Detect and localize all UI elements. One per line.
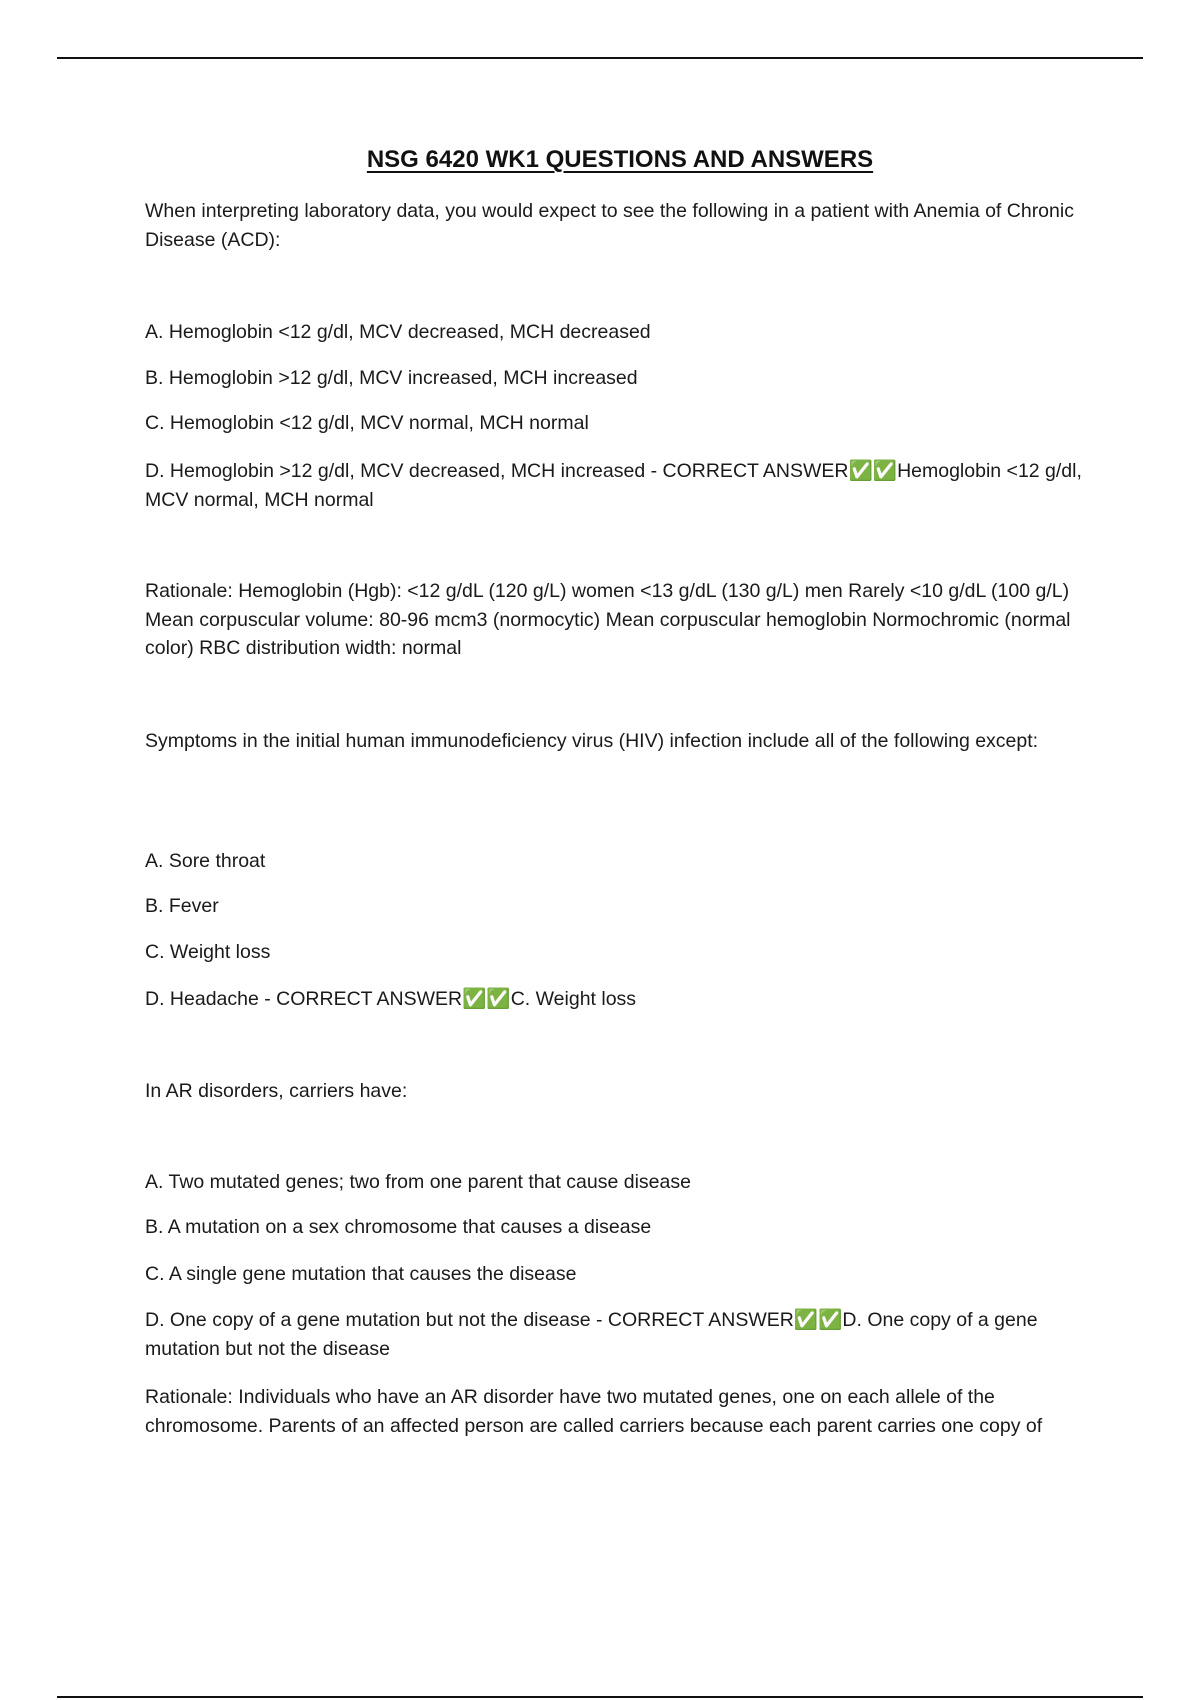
q3-option-d-answer: D. One copy of a gene mutation but not the disease - CORRECT ANSWER✅✅D. One copy of a gene mutation but not the disease xyxy=(145,1309,1038,1360)
q3-question: In AR disorders, carriers have: xyxy=(145,1080,408,1102)
q2-option-b: B. Fever xyxy=(145,895,219,917)
q2-question: Symptoms in the initial human immunodeficiency virus (HIV) infection include all of the following except: xyxy=(145,730,1039,752)
footer-rule xyxy=(57,1696,1143,1698)
q3-option-a: A. Two mutated genes; two from one parent that cause disease xyxy=(145,1171,691,1193)
q3-option-c: C. A single gene mutation that causes the disease xyxy=(145,1263,577,1285)
q2-option-d-answer: D. Headache - CORRECT ANSWER✅✅C. Weight loss xyxy=(145,988,637,1010)
q3-option-b: B. A mutation on a sex chromosome that causes a disease xyxy=(145,1216,652,1238)
q1-option-c: C. Hemoglobin <12 g/dl, MCV normal, MCH normal xyxy=(145,412,589,434)
q1-option-a: A. Hemoglobin <12 g/dl, MCV decreased, MCH decreased xyxy=(145,321,651,343)
q3-rationale: Rationale: Individuals who have an AR disorder have two mutated genes, one on each allele of the chromosome. Parents of an affected person are called carriers because each parent carries one copy of xyxy=(145,1386,1043,1437)
q2-option-c: C. Weight loss xyxy=(145,941,271,963)
document-title: NSG 6420 WK1 QUESTIONS AND ANSWERS xyxy=(366,146,874,173)
q1-option-b: B. Hemoglobin >12 g/dl, MCV increased, MCH increased xyxy=(145,367,638,389)
q1-question: When interpreting laboratory data, you would expect to see the following in a patient with Anemia of Chronic Disease (ACD): xyxy=(145,200,1074,251)
q1-option-d-answer: D. Hemoglobin >12 g/dl, MCV decreased, MCH increased - CORRECT ANSWER✅✅Hemoglobin <12 g/dl, MCV normal, MCH normal xyxy=(145,460,1082,511)
header-rule xyxy=(57,57,1143,59)
q1-rationale: Rationale: Hemoglobin (Hgb): <12 g/dL (120 g/L) women <13 g/dL (130 g/L) men Rarely <10 g/dL (100 g/L) Mean corpuscular volume: 80-96 mcm3 (normocytic) Mean corpuscular hemoglobin Normochromic (normal color) RBC distribution width: normal xyxy=(145,580,1071,659)
q2-option-a: A. Sore throat xyxy=(145,850,266,872)
